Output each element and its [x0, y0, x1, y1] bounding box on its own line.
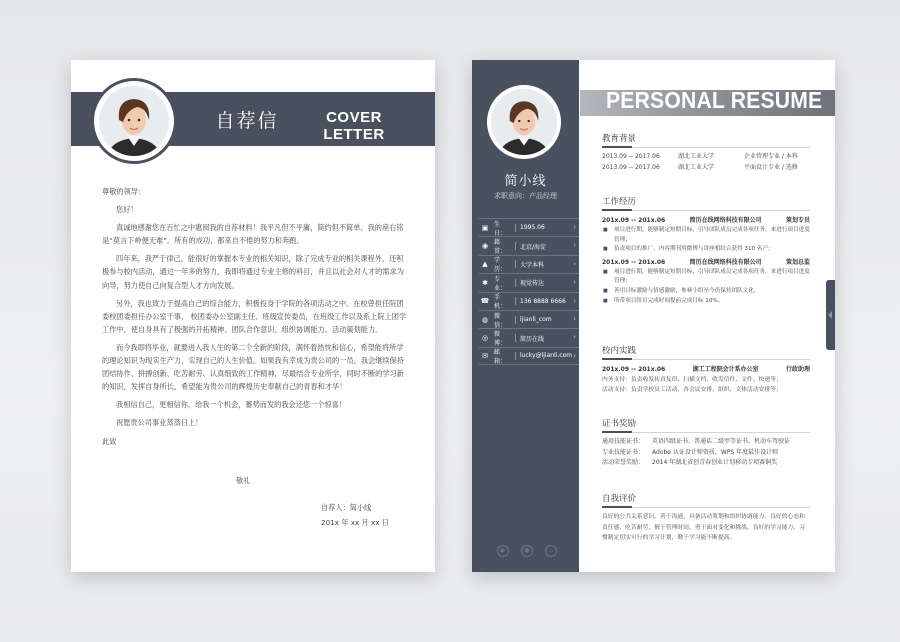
chevron-right-icon: › [573, 296, 576, 305]
award-row [602, 448, 810, 459]
section-title: 工作经历 [602, 197, 637, 207]
job-role: 策划总监 [785, 258, 810, 266]
cover-title-en: COVER LETTER [323, 109, 385, 143]
edu-major: 平面设计专业 / 选修 [744, 163, 798, 171]
section-divider [602, 432, 810, 433]
info-label: 生日： [494, 220, 507, 237]
job-item: ■ 善用目标激励与情感激励，参赛小组至今仍保持团队文化。 [602, 287, 810, 297]
info-row-education [479, 255, 579, 273]
info-value: ljianli_com [520, 316, 552, 324]
sidebar-bottom-icons [497, 545, 557, 557]
letter-signer: 自荐人：简小线 [321, 503, 372, 512]
section-title: 证书奖励 [602, 419, 637, 429]
campus-org: 湖工工程院会计系办公室 [692, 366, 759, 373]
info-value: 简历在线 [520, 335, 545, 343]
award-value: 英语四级证书、普通话二级甲等证书、机动车驾驶证 [652, 438, 791, 445]
section-divider [602, 507, 810, 508]
phone-icon: ☎ [480, 297, 490, 306]
education-icon: ▲ [482, 260, 488, 269]
cover-letter-page [71, 60, 435, 572]
portrait-image [99, 86, 169, 156]
chevron-right-icon: › [573, 259, 576, 268]
cover-avatar [91, 78, 177, 164]
chevron-right-icon: › [573, 351, 576, 360]
campus-header [602, 364, 810, 375]
calendar-icon: ▣ [481, 223, 489, 232]
resume-avatar [487, 85, 561, 159]
edu-major: 企业管理专业 / 本科 [744, 153, 798, 160]
job-company: 简历在线网络科技有限公司 [689, 217, 762, 224]
location-pin-icon: ● [521, 545, 533, 557]
section-awards [602, 417, 810, 469]
info-label: 邮箱： [494, 348, 507, 365]
education-row [602, 163, 810, 174]
chevron-right-icon: › [573, 333, 576, 342]
section-divider [602, 359, 810, 360]
info-row-hometown [479, 236, 579, 254]
edu-school: 湖北工业大学 [678, 163, 715, 171]
letter-closing: 此致 [102, 436, 117, 446]
section-campus [602, 344, 810, 395]
job-item: ■ 项目进行期，能够制定短期目标，引导团队成员完成各项任务，来进行项目进度管理； [602, 226, 810, 245]
job-item: ■ 所带项目组员完成时间提前完成目标 10%； [602, 297, 810, 307]
resume-name: 简小线 [504, 174, 547, 189]
info-value: lucky@ljianli.com [520, 352, 573, 360]
campus-period: 201x.09 -- 201x.06 [602, 366, 666, 373]
page-flip-handle[interactable] [826, 280, 835, 350]
edu-period: 2013.09 -- 2017.06 [602, 163, 660, 171]
section-work [602, 195, 810, 306]
job-header [602, 257, 810, 268]
job-role: 策划专员 [785, 217, 810, 224]
letter-paragraph: 另外，我也致力于提高自己的综合能力，积极投身于学院的各项活动之中。在校曾担任院团委校团委担任办公室干事， 校团委办公室副主任、班级宣传委员，在班级工作以及系上院上团学工作中，使自身具有了极强的开拓精神、团队合作意识、组织协调能力、活动策划能力。 [102, 298, 407, 334]
job-company: 简历在线网络科技有限公司 [689, 258, 762, 266]
campus-line: 内务支持：负责收发传真复印、扫描文档、收发信件、文件、快递等； [602, 377, 782, 383]
contact-info-list [479, 218, 579, 365]
letter-greeting: 尊敬的领导： [102, 187, 146, 196]
section-title: 校内实践 [602, 346, 637, 356]
resume-page [472, 60, 835, 572]
award-value: 2014 年湖北省创青春创业计划移动专项赛铜奖 [652, 459, 778, 466]
section-education [602, 132, 810, 173]
section-title: 教育背景 [602, 134, 637, 144]
info-label: 学历： [494, 257, 507, 274]
chevron-right-icon: › [573, 314, 576, 323]
info-value: 北京/海淀 [520, 243, 547, 251]
letter-paragraph: 祝愿贵公司事业蒸蒸日上！ [116, 418, 203, 428]
edu-period: 2013.09 -- 2017.06 [602, 153, 660, 160]
chevron-right-icon: › [573, 278, 576, 287]
resume-intent: 求职意向：产品经理 [494, 192, 557, 200]
info-label: 手机： [494, 294, 507, 311]
job-item: ■ 负责项目的推广，内容期刊用微博与讲座相结合获得 310 名产； [602, 245, 810, 255]
section-divider [602, 147, 810, 148]
letter-hello: 您好！ [116, 205, 138, 215]
job-item: ■ 项目进行期，能够制定短期目标，引导团队成员完成各项任务，来进行项目进度管理； [602, 268, 810, 287]
play-icon: ▶ [497, 545, 509, 557]
info-value: 1995.06 [520, 224, 545, 232]
letter-body [102, 185, 408, 453]
award-row [602, 437, 810, 448]
section-divider [602, 210, 810, 211]
location-icon: ◉ [481, 242, 489, 251]
info-row-phone [479, 292, 579, 310]
info-label: 专业： [494, 275, 507, 292]
award-label: 通用技能证书： [602, 438, 645, 445]
info-label: 籍贯： [494, 239, 507, 256]
resume-title: PERSONAL RESUME [606, 87, 823, 113]
gear-icon: ✱ [482, 278, 488, 287]
info-value: 136 8888 6666 [520, 297, 566, 305]
info-row-birthday [479, 218, 579, 236]
award-value: Adobe 认证设计师资质，WPS 年度最佳设计师 [652, 448, 779, 456]
job-period: 201x.09 -- 201x.06 [602, 217, 666, 224]
portrait-image [491, 89, 557, 155]
cover-title-cn: 自荐信 [215, 110, 279, 132]
award-label: 活动荣誉奖励： [602, 459, 645, 466]
section-title: 自我评价 [602, 494, 637, 504]
info-row-weibo [479, 328, 579, 346]
education-row [602, 152, 810, 163]
mail-icon: ✉ [482, 351, 488, 360]
info-row-wechat [479, 310, 579, 328]
job-header [602, 215, 810, 226]
edu-school: 湖北工业大学 [678, 153, 715, 160]
award-row [602, 458, 810, 469]
wechat-icon: ◍ [481, 315, 489, 324]
info-label: 微信： [494, 312, 507, 329]
award-label: 专业技能证书： [602, 448, 645, 456]
info-row-email [479, 347, 579, 365]
chat-icon: … [545, 545, 557, 557]
letter-paragraph: 四年来，我严于律己，能很好的掌握本专业的相关知识，除了完成专业的相关课程外，还积极参与校内活动，通过一年多的努力，我即将通过专业主修的科目，并且以社会对人才的需求为向导，努力使自己向复合型人才方向发展。 [102, 254, 404, 290]
self-evaluation-text: 良好的公共关系意识，善于沟通，具备活动策划和组织协调能力。良好的心态和责任感，吃苦耐劳，擅于管理时间，勇于面对变化和挑战。良好的学习能力，习惯制定切实可行的学习计划，勤于学习能不断提高。 [602, 514, 805, 541]
info-value: 大学本科 [520, 261, 545, 269]
campus-role: 行政助理 [785, 366, 810, 373]
letter-paragraph: 我相信自己，更相信你，给我一个机会，蓄势而发的我会还您一个惊喜！ [116, 400, 347, 410]
section-self-evaluation [602, 492, 810, 544]
letter-paragraph: 而今我即将毕业，就要进入我人生的第二个全新的阶段，满怀着热忱和信心，希望能将所学的理论知识为现实生产力，实现自己的人生价值。如果我有幸成为贵公司的一员，我会继续保持团结协作、拼搏创新、吃苦耐劳、认真细致的工作精神，尽最结合专业所学，同时不断的学习新的知识，发挥自身所长，希望能为贵公司的辉煌历史奉献自己的青春和才华！ [102, 342, 404, 392]
letter-paragraph: 真诚地感谢您在百忙之中惠阅我的自荐材料！我平凡但不平庸，简约但不简单。我的座右铭是“莫言下岭便无难”。所有的成功，都来自不倦的努力和奔跑。 [102, 223, 404, 246]
campus-line: 活动支持：负责学校员工活动，各会议安排、组织、文体活动安排等； [602, 387, 782, 393]
info-row-major [479, 273, 579, 291]
job-period: 201x.09 -- 201x.06 [602, 258, 666, 266]
chevron-right-icon: › [573, 241, 576, 250]
chevron-right-icon: › [573, 223, 576, 231]
resume-sidebar [472, 60, 579, 572]
weibo-icon: ◎ [481, 334, 489, 343]
letter-date: 201x 年 xx 月 xx 日 [321, 518, 389, 527]
info-value: 视觉传达 [520, 280, 545, 288]
info-label: 微博： [494, 331, 507, 348]
letter-salute: 敬礼 [236, 476, 251, 485]
